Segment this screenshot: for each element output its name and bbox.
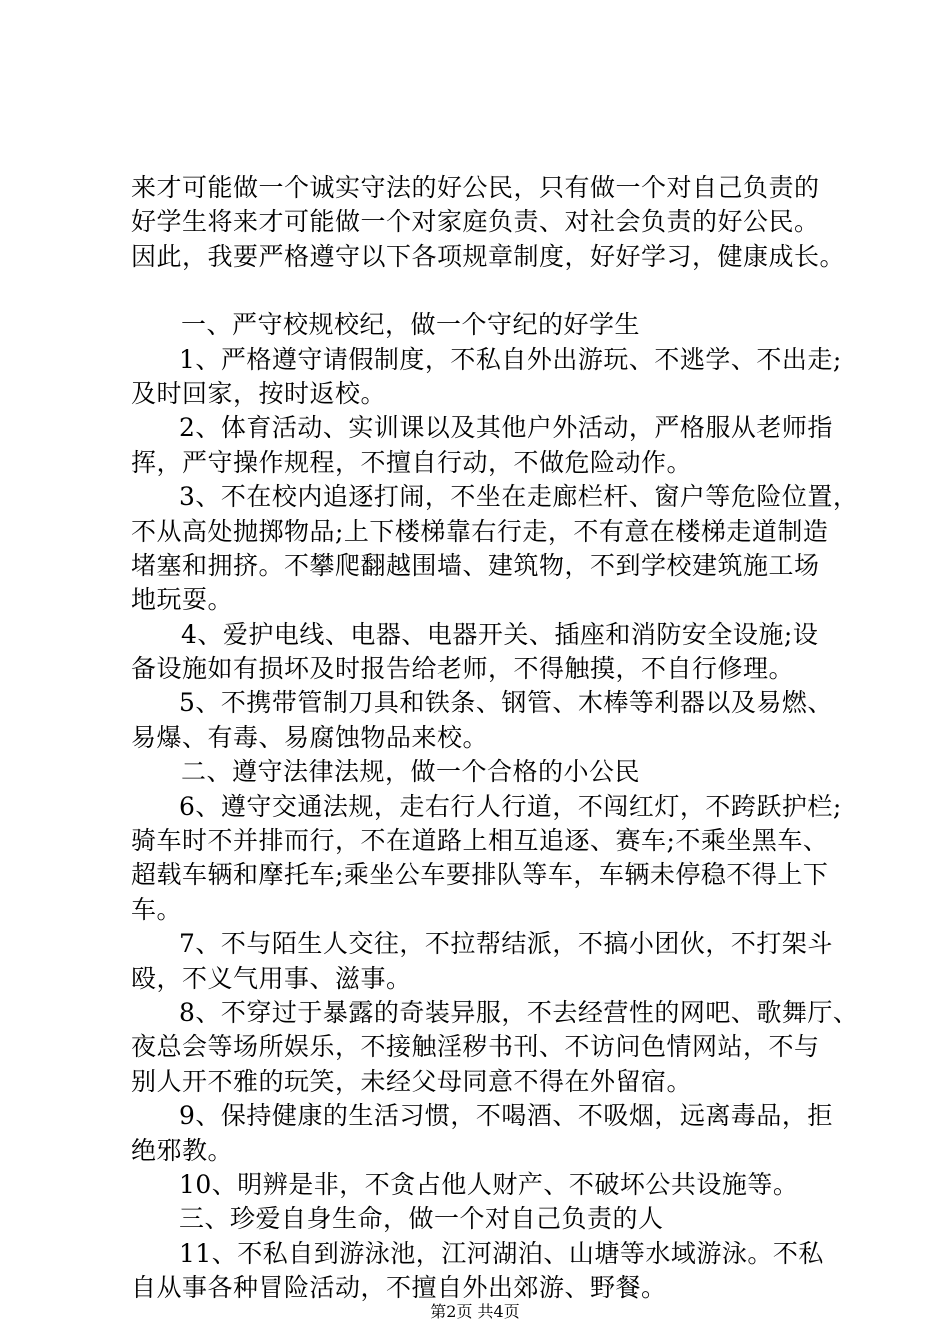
text-line: 3、不在校内追逐打闹，不坐在走廊栏杆、窗户等危险位置， bbox=[179, 482, 859, 512]
text-line: 7、不与陌生人交往，不拉帮结派，不搞小团伙，不打架斗 bbox=[179, 929, 833, 959]
document-body bbox=[131, 171, 859, 1306]
text-line: 别人开不雅的玩笑，未经父母同意不得在外留宿。 bbox=[131, 1066, 693, 1096]
text-line: 夜总会等场所娱乐，不接触淫秽书刊、不访问色情网站，不与 bbox=[131, 1032, 820, 1062]
text-line: 超载车辆和摩托车;乘坐公车要排队等车，车辆未停稳不得上下 bbox=[131, 860, 829, 890]
page-footer: 第2页 共4页 bbox=[430, 1302, 520, 1321]
section-heading: 一、严守校规校纪，做一个守纪的好学生 bbox=[181, 310, 641, 340]
text-line: 2、体育活动、实训课以及其他户外活动，严格服从老师指 bbox=[179, 413, 833, 443]
text-line: 1、严格遵守请假制度，不私自外出游玩、不逃学、不出走; bbox=[179, 344, 842, 374]
section-heading: 二、遵守法律法规，做一个合格的小公民 bbox=[181, 757, 641, 787]
text-line: 11、不私自到游泳池，江河湖泊、山塘等水域游泳。不私 bbox=[179, 1238, 824, 1268]
text-line: 及时回家，按时返校。 bbox=[131, 378, 387, 408]
text-line: 10、明辨是非，不贪占他人财产、不破坏公共设施等。 bbox=[179, 1169, 799, 1199]
text-line: 自从事各种冒险活动，不擅自外出郊游、野餐。 bbox=[131, 1273, 667, 1303]
section-heading: 三、珍爱自身生命，做一个对自己负责的人 bbox=[179, 1204, 664, 1234]
text-line: 堵塞和拥挤。不攀爬翻越围墙、建筑物，不到学校建筑施工场 bbox=[131, 550, 820, 580]
text-line: 好学生将来才可能做一个对家庭负责、对社会负责的好公民。 bbox=[131, 207, 820, 237]
text-line: 9、保持健康的生活习惯，不喝酒、不吸烟，远离毒品，拒 bbox=[179, 1101, 833, 1131]
text-line: 6、遵守交通法规，走右行人行道，不闯红灯，不跨跃护栏; bbox=[179, 791, 842, 821]
paragraph-gap bbox=[131, 274, 851, 308]
text-line: 5、不携带管制刀具和铁条、钢管、木棒等利器以及易燃、 bbox=[179, 688, 833, 718]
text-line: 备设施如有损坏及时报告给老师，不得触摸，不自行修理。 bbox=[131, 654, 795, 684]
text-line: 绝邪教。 bbox=[131, 1135, 234, 1165]
text-line: 4、爱护电线、电器、电器开关、插座和消防安全设施;设 bbox=[181, 619, 819, 649]
text-line: 殴，不义气用事、滋事。 bbox=[131, 963, 412, 993]
text-line: 不从高处抛掷物品;上下楼梯靠右行走，不有意在楼梯走道制造 bbox=[131, 516, 829, 546]
text-line: 车。 bbox=[131, 894, 183, 924]
text-line: 地玩耍。 bbox=[131, 585, 234, 615]
text-line: 来才可能做一个诚实守法的好公民，只有做一个对自己负责的 bbox=[131, 173, 820, 202]
text-line: 因此，我要严格遵守以下各项规章制度，好好学习，健康成长。 bbox=[131, 241, 846, 271]
text-line: 易爆、有毒、易腐蚀物品来校。 bbox=[131, 722, 489, 752]
text-line: 8、不穿过于暴露的奇装异服，不去经营性的网吧、歌舞厅、 bbox=[179, 997, 859, 1027]
text-line: 挥，严守操作规程，不擅自行动，不做危险动作。 bbox=[131, 447, 693, 477]
text-line: 骑车时不并排而行，不在道路上相互追逐、赛车;不乘坐黑车、 bbox=[131, 826, 829, 856]
